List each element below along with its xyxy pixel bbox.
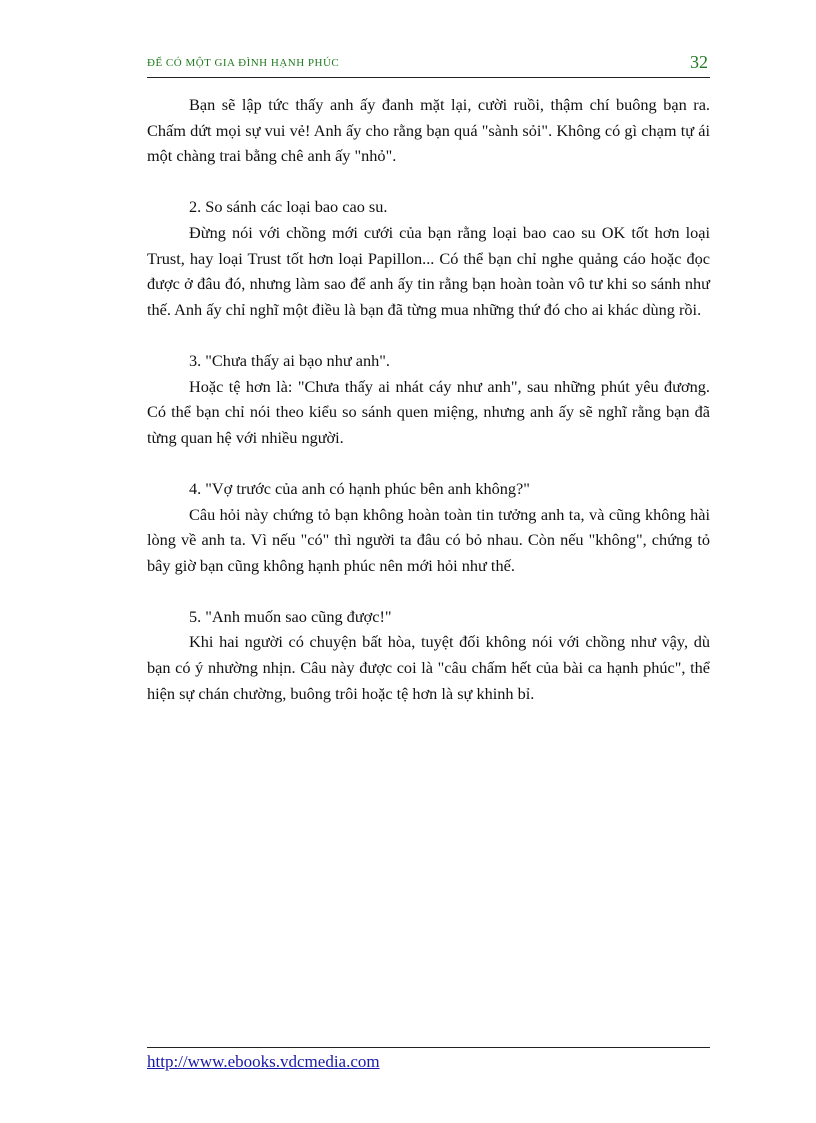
footer-link[interactable]: http://www.ebooks.vdcmedia.com	[147, 1052, 380, 1071]
item-heading: 5. "Anh muốn sao cũng được!"	[189, 606, 392, 626]
paragraph: Câu hỏi này chứng tỏ bạn không hoàn toàn tin tưởng anh ta, và cũng không hài lòng về anh ta. Vì nếu "có" thì người ta đâu có bỏ nhau. Còn nếu "không", chứng tỏ bây giờ bạn cũng không hạnh phúc nên mới hỏi như thế.	[147, 504, 710, 575]
header-divider	[147, 77, 710, 78]
paragraph: Đừng nói với chồng mới cưới của bạn rằng loại bao cao su OK tốt hơn loại Trust, hay loại Trust tốt hơn loại Papillon... Có thể bạn chỉ nghe quảng cáo hoặc đọc được ở đâu đó, nhưng làm sao để anh ấy tin rằng bạn hoàn toàn vô tư khi so sánh như thế. Anh ấy chỉ nghĩ một điều là bạn đã từng mua những thứ đó cho ai khác dùng rồi.	[147, 222, 710, 319]
footer-divider	[147, 1047, 710, 1048]
paragraph: Hoặc tệ hơn là: "Chưa thấy ai nhát cáy như anh", sau những phút yêu đương. Có thể bạn chỉ nói theo kiểu so sánh quen miệng, nhưng anh ấy sẽ nghĩ rằng bạn đã từng quan hệ với nhiều người.	[147, 376, 710, 447]
page-header	[147, 52, 710, 76]
section-gap	[147, 450, 710, 476]
running-title: ĐỂ CÓ MỘT GIA ĐÌNH HẠNH PHÚC	[147, 57, 340, 69]
item-heading: 4. "Vợ trước của anh có hạnh phúc bên anh không?"	[189, 478, 530, 498]
paragraph: Bạn sẽ lập tức thấy anh ấy đanh mặt lại, cười ruồi, thậm chí buông bạn ra. Chấm dứt mọi sự vui vẻ! Anh ấy cho rằng bạn quá "sành sỏi". Không có gì chạm tự ái một chàng trai bằng chê anh ấy "nhỏ".	[147, 95, 710, 166]
section-gap	[147, 578, 710, 604]
item-heading: 3. "Chưa thấy ai bạo như anh".	[189, 350, 390, 370]
paragraph: Khi hai người có chuyện bất hòa, tuyệt đối không nói với chồng như vậy, dù bạn có ý nhường nhịn. Câu này được coi là "câu chấm hết của bài ca hạnh phúc", thể hiện sự chán chường, buông trôi hoặc tệ hơn là sự khinh bỉ.	[147, 632, 710, 703]
section-gap	[147, 169, 710, 195]
page-number: 32	[690, 52, 708, 72]
item-heading: 2. So sánh các loại bao cao su.	[189, 197, 388, 217]
section-gap	[147, 322, 710, 348]
page-body	[147, 92, 710, 706]
